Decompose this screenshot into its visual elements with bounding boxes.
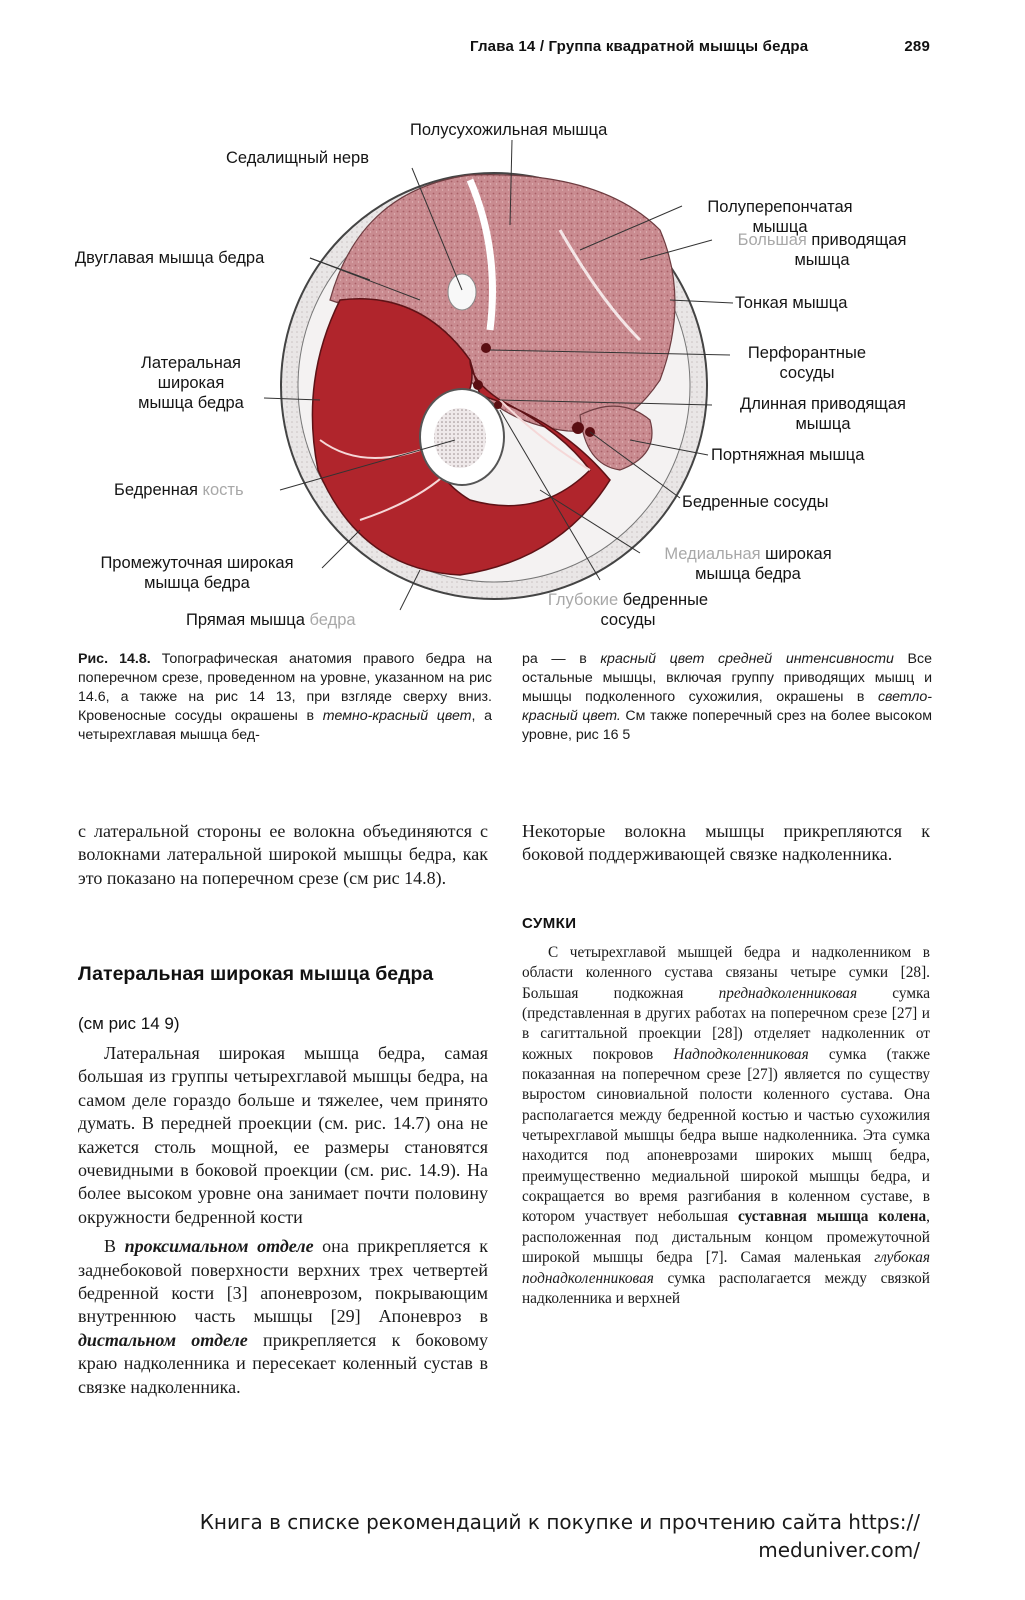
caption-label: Рис. 14.8.	[78, 651, 151, 667]
figure-caption-left: Рис. 14.8. Топографическая анатомия правого бедра на поперечном срезе, проведенном на уровне, указанном на рис 14.6, а также на рис 14 13, при взгляде сверху вниз. Кровеносные сосуды окрашены в темно-красный цвет, а четырехглавая мышца бед-	[78, 651, 492, 743]
left-column-intro	[78, 820, 488, 890]
label-adductor-magnus: Большая приводящая мышца	[737, 231, 907, 269]
label-biceps-femoris: Двуглавая мышца бедра	[75, 249, 265, 267]
running-header	[470, 38, 930, 55]
label-gracilis: Тонкая мышца	[735, 294, 848, 312]
label-sciatic-nerve: Седалищный нерв	[226, 149, 369, 167]
site-footer	[120, 1508, 920, 1564]
left-column-body	[78, 1042, 488, 1399]
label-adductor-longus: Длинная приводящая мышца	[740, 395, 906, 433]
label-vastus-medialis: Медиальная широкая мышца бедра	[664, 545, 832, 583]
label-vastus-lateralis: Латеральная широкая мышца бедра	[138, 354, 244, 412]
section-title: Латеральная широкая мышца бедра	[78, 963, 434, 985]
footer-line: Книга в списке рекомендаций к покупке и прочтению сайта https://	[199, 1510, 920, 1534]
subsection-heading: СУМКИ	[522, 915, 577, 932]
bone-marrow	[434, 408, 486, 468]
footer-link[interactable]: meduniver.com/	[758, 1538, 920, 1562]
paragraph: Латеральная широкая мышца бедра, самая большая из группы четырехглавой мышцы бедра, на самом деле гораздо больше и тяжелее, чем принято думать. В передней проекции (см. рис. 14.7) она не кажется столь мощной, ее размеры становятся очевидными в боковой проекции (см. рис. 14.9). На более высоком уровне она занимает почти половину окружности бедренной кости	[78, 1043, 488, 1227]
perforating-vessel	[481, 343, 491, 353]
section-reference: (см рис 14 9)	[78, 1014, 180, 1033]
paragraph: С четырехглавой мышцей бедра и надколенником в области коленного сустава связаны четыре сумки [28]. Большая подкожная преднадколенниковая сумка (представленная в других работах на поперечном срезе [27] и в сагиттальной проекции [28]) отделяет надколенник от кожных покровов Надподколенниковая сумка (также показанная на поперечном срезе [27]) является по существу выростом синовиальной полости коленного сустава. Она располагается между бедренной костью и частью сухожилия четырехглавой мышцы бедра выше надколенника. Эта сумка находится под апоневрозами широких мышц бедра, преимущественно медиальной широкой мышцы бедра, и сокращается во время разгибания в коленном суставе, в котором участвует небольшая суставная мышца колена, расположенная под дистальным концом промежуточной широкой мышцы бедра [7]. Самая маленькая глубокая поднадколенниковая сумка располагается между связкой надколенника и верхней	[522, 944, 931, 1307]
label-semitendinosus: Полусухожильная мышца	[410, 121, 608, 139]
figure-caption-right: ра — в красный цвет средней интенсивности Все остальные мышцы, включая группу приводящих мышц и мышцы подколенного сухожилия, окрашены в светло-красный цвет. См также поперечный срез на более высоком уровне, рис 16 5	[522, 651, 932, 743]
label-femur: Бедренная кость	[114, 481, 244, 499]
paragraph: В проксимальном отделе она прикрепляется к заднебоковой поверхности верхних трех четвертей бедренной кости [3] апоневрозом, покрывающим внутреннюю часть мышцы [29] Апоневроз в дистальном отделе прикрепляется к боковому краю надколенника и пересекает коленный сустав в связке надколенника.	[78, 1236, 489, 1397]
label-sartorius: Портняжная мышца	[711, 446, 865, 464]
running-title: Глава 14 / Группа квадратной мышцы бедра	[470, 38, 809, 55]
label-semimembranosus: Полуперепончатая мышца	[707, 198, 853, 236]
right-column-body	[522, 943, 930, 1309]
sciatic-nerve	[448, 274, 476, 310]
label-rectus-femoris: Прямая мышца бедра	[186, 611, 356, 629]
cross-section-figure	[0, 110, 1025, 650]
right-column-intro	[522, 820, 930, 867]
label-femoral-vessels: Бедренные сосуды	[682, 493, 829, 511]
page-number: 289	[904, 38, 930, 55]
femoral-vessel	[572, 422, 584, 434]
paragraph: Некоторые волокна мышцы прикрепляются к боковой поддерживающей связке надколенника.	[522, 821, 930, 865]
label-perforating-vessels: Перфорантные сосуды	[747, 344, 867, 382]
label-deep-femoral-vessels: Глубокие бедренные сосуды	[547, 591, 709, 629]
label-vastus-intermedius: Промежуточная широкая мышца бедра	[100, 554, 294, 592]
paragraph: с латеральной стороны ее волокна объединяются с волокнами латеральной широкой мышцы бедра, как это показано на поперечном срезе (см рис 14.8).	[78, 821, 488, 888]
